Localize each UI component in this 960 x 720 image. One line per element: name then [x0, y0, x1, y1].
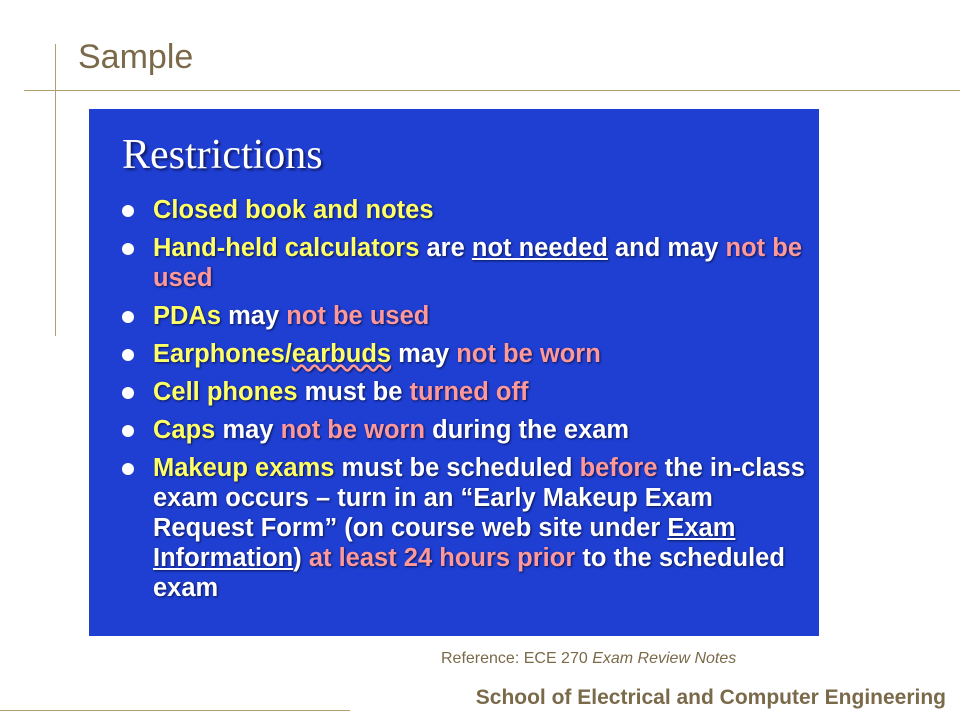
footer-school: School of Electrical and Computer Engineering [475, 686, 946, 709]
reference-note [441, 650, 736, 668]
bullet-text-segment: not needed [471, 234, 608, 262]
bullet-text-segment: are [419, 234, 472, 262]
bullet-text-segment: ) [293, 544, 309, 572]
bullet-text-segment: may [391, 340, 457, 368]
bullet-text-segment: must be scheduled [334, 454, 580, 482]
bullet-dot-icon [122, 311, 134, 323]
header-divider [24, 90, 960, 91]
bullet-dot-icon [122, 463, 134, 475]
reference-title: Exam Review Notes [592, 650, 737, 667]
bullet-item [119, 195, 809, 225]
bullet-text-segment: not be used [286, 302, 430, 330]
bullet-text-segment: Hand-held calculators [153, 234, 420, 262]
vertical-divider [55, 44, 56, 336]
reference-prefix: Reference: ECE 270 [441, 650, 593, 667]
bullet-text-segment: to the scheduled exam [153, 544, 785, 602]
bullet-dot-icon [122, 425, 134, 437]
bullet-item [119, 233, 809, 293]
bullet-text-segment: Makeup exams [153, 454, 335, 482]
bullet-text-segment: must be [297, 378, 410, 406]
bullet-text-segment: turned off [409, 378, 529, 406]
bullet-dot-icon [122, 205, 134, 217]
bullet-text-segment: may [221, 302, 287, 330]
bullet-text-segment: not be used [153, 234, 803, 292]
page-title: Sample [78, 38, 194, 76]
bullet-text-segment: may [215, 416, 281, 444]
bullet-text-segment: PDAs [153, 302, 222, 330]
bullet-text-segment: Closed book and notes [153, 196, 434, 224]
footer-divider [0, 710, 350, 711]
slide-title: Restrictions [122, 132, 323, 178]
bullet-item [119, 377, 809, 407]
bullet-text-segment: Cell phones [153, 378, 298, 406]
bullet-text-segment: not be worn [456, 340, 601, 368]
bullet-item [119, 339, 809, 369]
bullet-text-segment: earbuds [291, 340, 392, 368]
bullet-text-segment: Exam Information [153, 514, 736, 572]
bullet-dot-icon [122, 387, 134, 399]
bullet-text-segment: at least 24 hours prior [308, 544, 576, 572]
bullet-dot-icon [122, 243, 134, 255]
bullet-item [119, 301, 809, 331]
bullet-item [119, 415, 809, 445]
bullet-text-segment: before [579, 454, 658, 482]
bullet-text-segment: Caps [153, 416, 216, 444]
bullet-text-segment: the in-class exam occurs – turn in an “Early Makeup Exam Request Form” (on course web site under [153, 454, 805, 542]
bullet-text-segment: Earphones/ [153, 340, 292, 368]
bullet-list [119, 195, 809, 611]
bullet-text-segment: and may [607, 234, 726, 262]
bullet-dot-icon [122, 349, 134, 361]
bullet-text-segment: during the exam [425, 416, 630, 444]
bullet-item [119, 453, 809, 603]
slide-image [89, 109, 819, 636]
bullet-text-segment: not be worn [280, 416, 426, 444]
